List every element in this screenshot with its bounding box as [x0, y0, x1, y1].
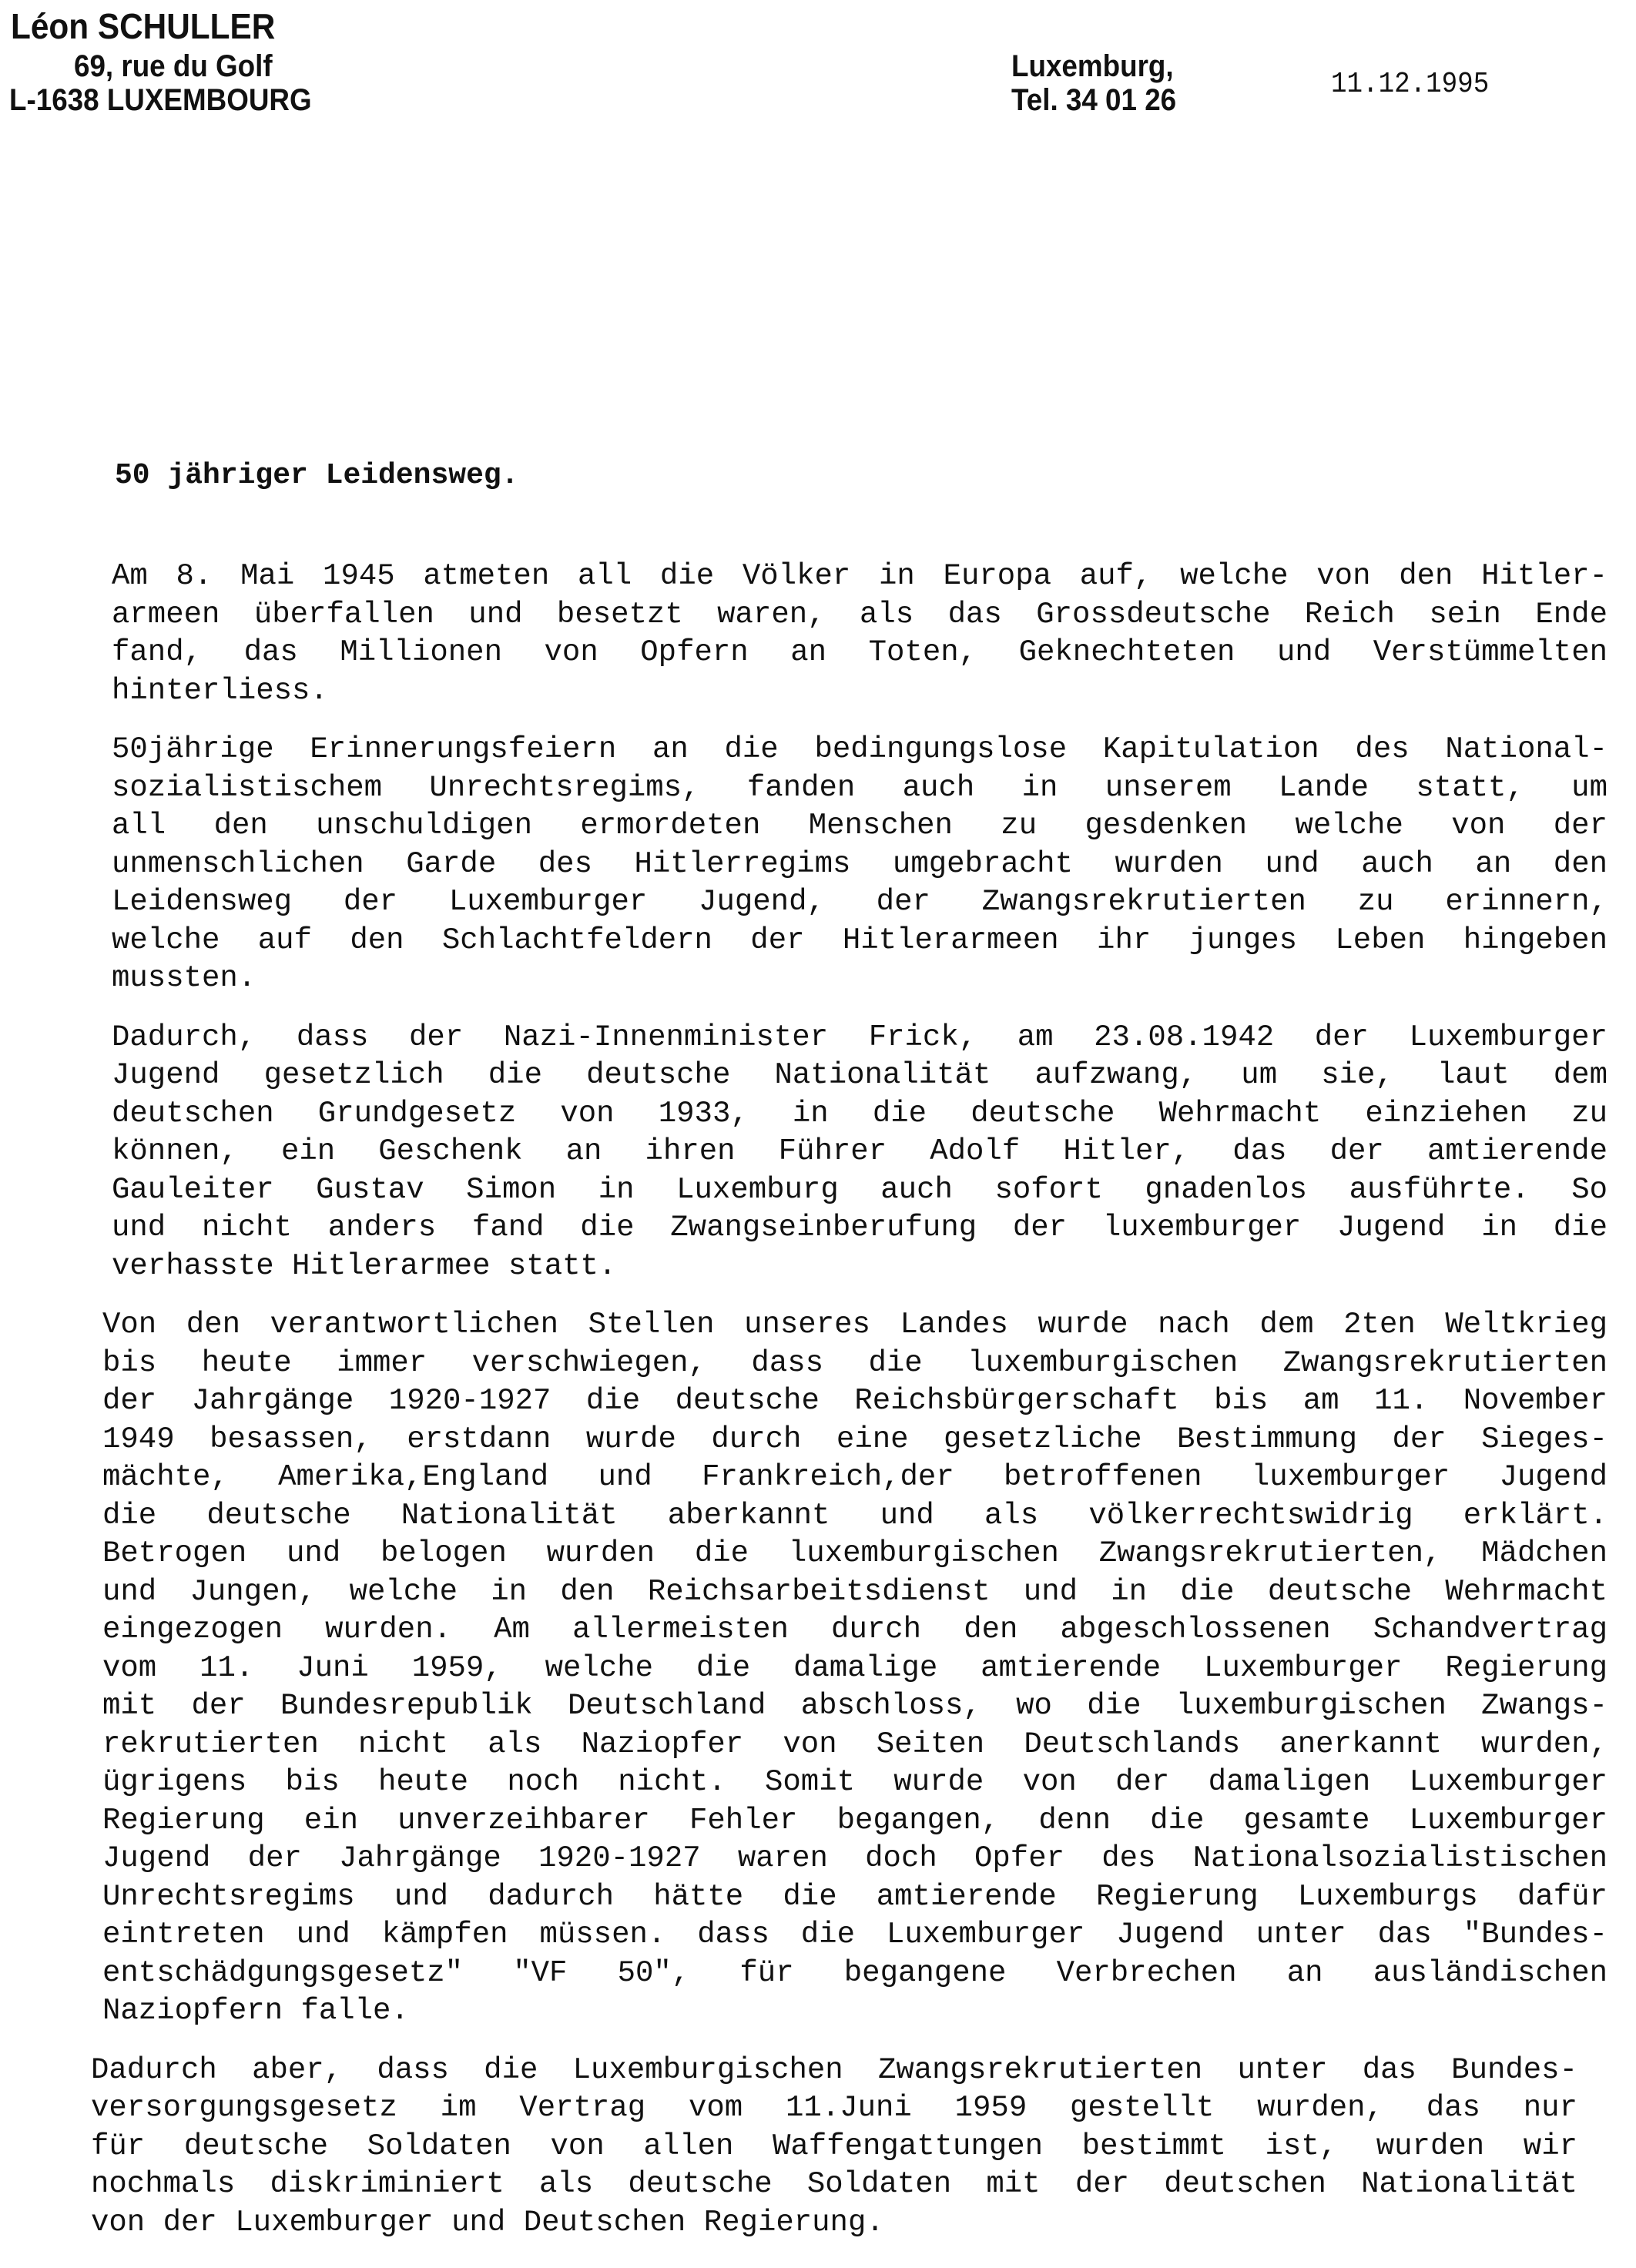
text-line: Von den verantwortlichen Stellen unseres Landes wurde nach dem 2ten Weltkrieg — [102, 1308, 1608, 1342]
text-line: und nicht anders fand die Zwangseinberufung der luxemburger Jugend in die — [112, 1211, 1608, 1245]
paragraph — [102, 1306, 1608, 2031]
text-line: für deutsche Soldaten von allen Waffengattungen bestimmt ist, wurden wir — [91, 2129, 1577, 2163]
text-line: mussten. — [112, 961, 256, 995]
text-line: fand, das Millionen von Opfern an Toten, Geknechteten und Verstümmelten — [112, 635, 1608, 669]
text-line: können, ein Geschenk an ihren Führer Adolf Hitler, das der amtierende — [112, 1134, 1608, 1168]
text-line: der Jahrgänge 1920-1927 die deutsche Reichsbürgerschaft bis am 11. November — [102, 1384, 1608, 1418]
text-line: von der Luxemburger und Deutschen Regierung. — [91, 2205, 884, 2240]
text-line: armeen überfallen und besetzt waren, als das Grossdeutsche Reich sein Ende — [112, 597, 1608, 631]
text-line: deutschen Grundgesetz von 1933, in die deutsche Wehrmacht einziehen zu — [112, 1096, 1608, 1131]
letter-title: 50 jähriger Leidensweg. — [115, 459, 519, 492]
text-line: Unrechtsregims und dadurch hätte die amtierende Regierung Luxemburgs dafür — [102, 1879, 1608, 1914]
text-line: welche auf den Schlachtfeldern der Hitlerarmeen ihr junges Leben hingeben — [112, 923, 1608, 957]
text-line: all den unschuldigen ermordeten Menschen zu gesdenken welche von der — [112, 809, 1608, 843]
sender-postal: L-1638 LUXEMBOURG — [9, 83, 312, 117]
paragraph — [91, 2052, 1577, 2243]
place: Luxemburg, — [1011, 49, 1174, 83]
text-line: Leidensweg der Luxemburger Jugend, der Zwangsrekrutierten zu erinnern, — [112, 885, 1608, 919]
paragraph — [112, 1019, 1608, 1286]
text-line: sozialistischem Unrechtsregims, fanden auch in unserem Lande statt, um — [112, 770, 1608, 805]
sender-street: 69, rue du Golf — [74, 49, 273, 83]
text-line: hinterliess. — [112, 673, 328, 708]
text-line: Jugend gesetzlich die deutsche Nationalität aufzwang, um sie, laut dem — [112, 1058, 1608, 1092]
text-line: eintreten und kämpfen müssen. dass die Luxemburger Jugend unter das "Bundes- — [102, 1918, 1608, 1951]
text-line: nochmals diskriminiert als deutsche Soldaten mit der deutschen Nationalität — [91, 2167, 1577, 2201]
text-line: rekrutierten nicht als Naziopfer von Seiten Deutschlands anerkannt wurden, — [102, 1727, 1608, 1761]
text-line: eingezogen wurden. Am allermeisten durch den abgeschlossenen Schandvertrag — [102, 1613, 1608, 1647]
text-line: entschädgungsgesetz" "VF 50", für begangene Verbrechen an ausländischen — [102, 1955, 1608, 1990]
letter-body — [91, 558, 1608, 2263]
sender-name: Léon SCHULLER — [11, 6, 276, 46]
text-line: vom 11. Juni 1959, welche die damalige amtierende Luxemburger Regierung — [102, 1650, 1608, 1685]
text-line: Am 8. Mai 1945 atmeten all die Völker in Europa auf, welche von den Hitler- — [112, 559, 1608, 593]
text-line: mit der Bundesrepublik Deutschland abschloss, wo die luxemburgischen Zwangs- — [102, 1689, 1608, 1723]
text-line: Betrogen und belogen wurden die luxemburgischen Zwangsrekrutierten, Mädchen — [102, 1536, 1608, 1570]
paragraph — [112, 731, 1608, 998]
text-line: mächte, Amerika,England und Frankreich,der betroffenen luxemburger Jugend — [102, 1460, 1608, 1494]
text-line: 50jährige Erinnerungsfeiern an die bedingungslose Kapitulation des National- — [112, 732, 1608, 766]
text-line: versorgungsgesetz im Vertrag vom 11.Juni 1959 gestellt wurden, das nur — [91, 2091, 1577, 2125]
text-line: Naziopfern falle. — [102, 1994, 409, 2028]
text-line: unmenschlichen Garde des Hitlerregims umgebracht wurden und auch an den — [112, 846, 1608, 881]
text-line: verhasste Hitlerarmee statt. — [112, 1248, 617, 1283]
text-line: Jugend der Jahrgänge 1920-1927 waren doch Opfer des Nationalsozialistischen — [102, 1841, 1608, 1875]
text-line: Regierung ein unverzeihbarer Fehler begangen, denn die gesamte Luxemburger — [102, 1803, 1608, 1838]
text-line: Dadurch aber, dass die Luxemburgischen Zwangsrekrutierten unter das Bundes- — [91, 2052, 1577, 2087]
text-line: 1949 besassen, erstdann wurde durch eine gesetzliche Bestimmung der Sieges- — [102, 1422, 1608, 1456]
paragraph — [112, 558, 1608, 710]
text-line: die deutsche Nationalität aberkannt und als völkerrechtswidrig erklärt. — [102, 1498, 1608, 1533]
phone: Tel. 34 01 26 — [1011, 83, 1177, 117]
text-line: und Jungen, welche in den Reichsarbeitsdienst und in die deutsche Wehrmacht — [102, 1574, 1608, 1609]
text-line: Dadurch, dass der Nazi-Innenminister Frick, am 23.08.1942 der Luxemburger — [112, 1020, 1608, 1054]
text-line: ügrigens bis heute noch nicht. Somit wurde von der damaligen Luxemburger — [102, 1765, 1608, 1799]
text-line: Gauleiter Gustav Simon in Luxemburg auch sofort gnadenlos ausführte. So — [112, 1172, 1608, 1207]
letter-date: 11.12.1995 — [1331, 68, 1490, 101]
text-line: bis heute immer verschwiegen, dass die luxemburgischen Zwangsrekrutierten — [102, 1345, 1608, 1380]
